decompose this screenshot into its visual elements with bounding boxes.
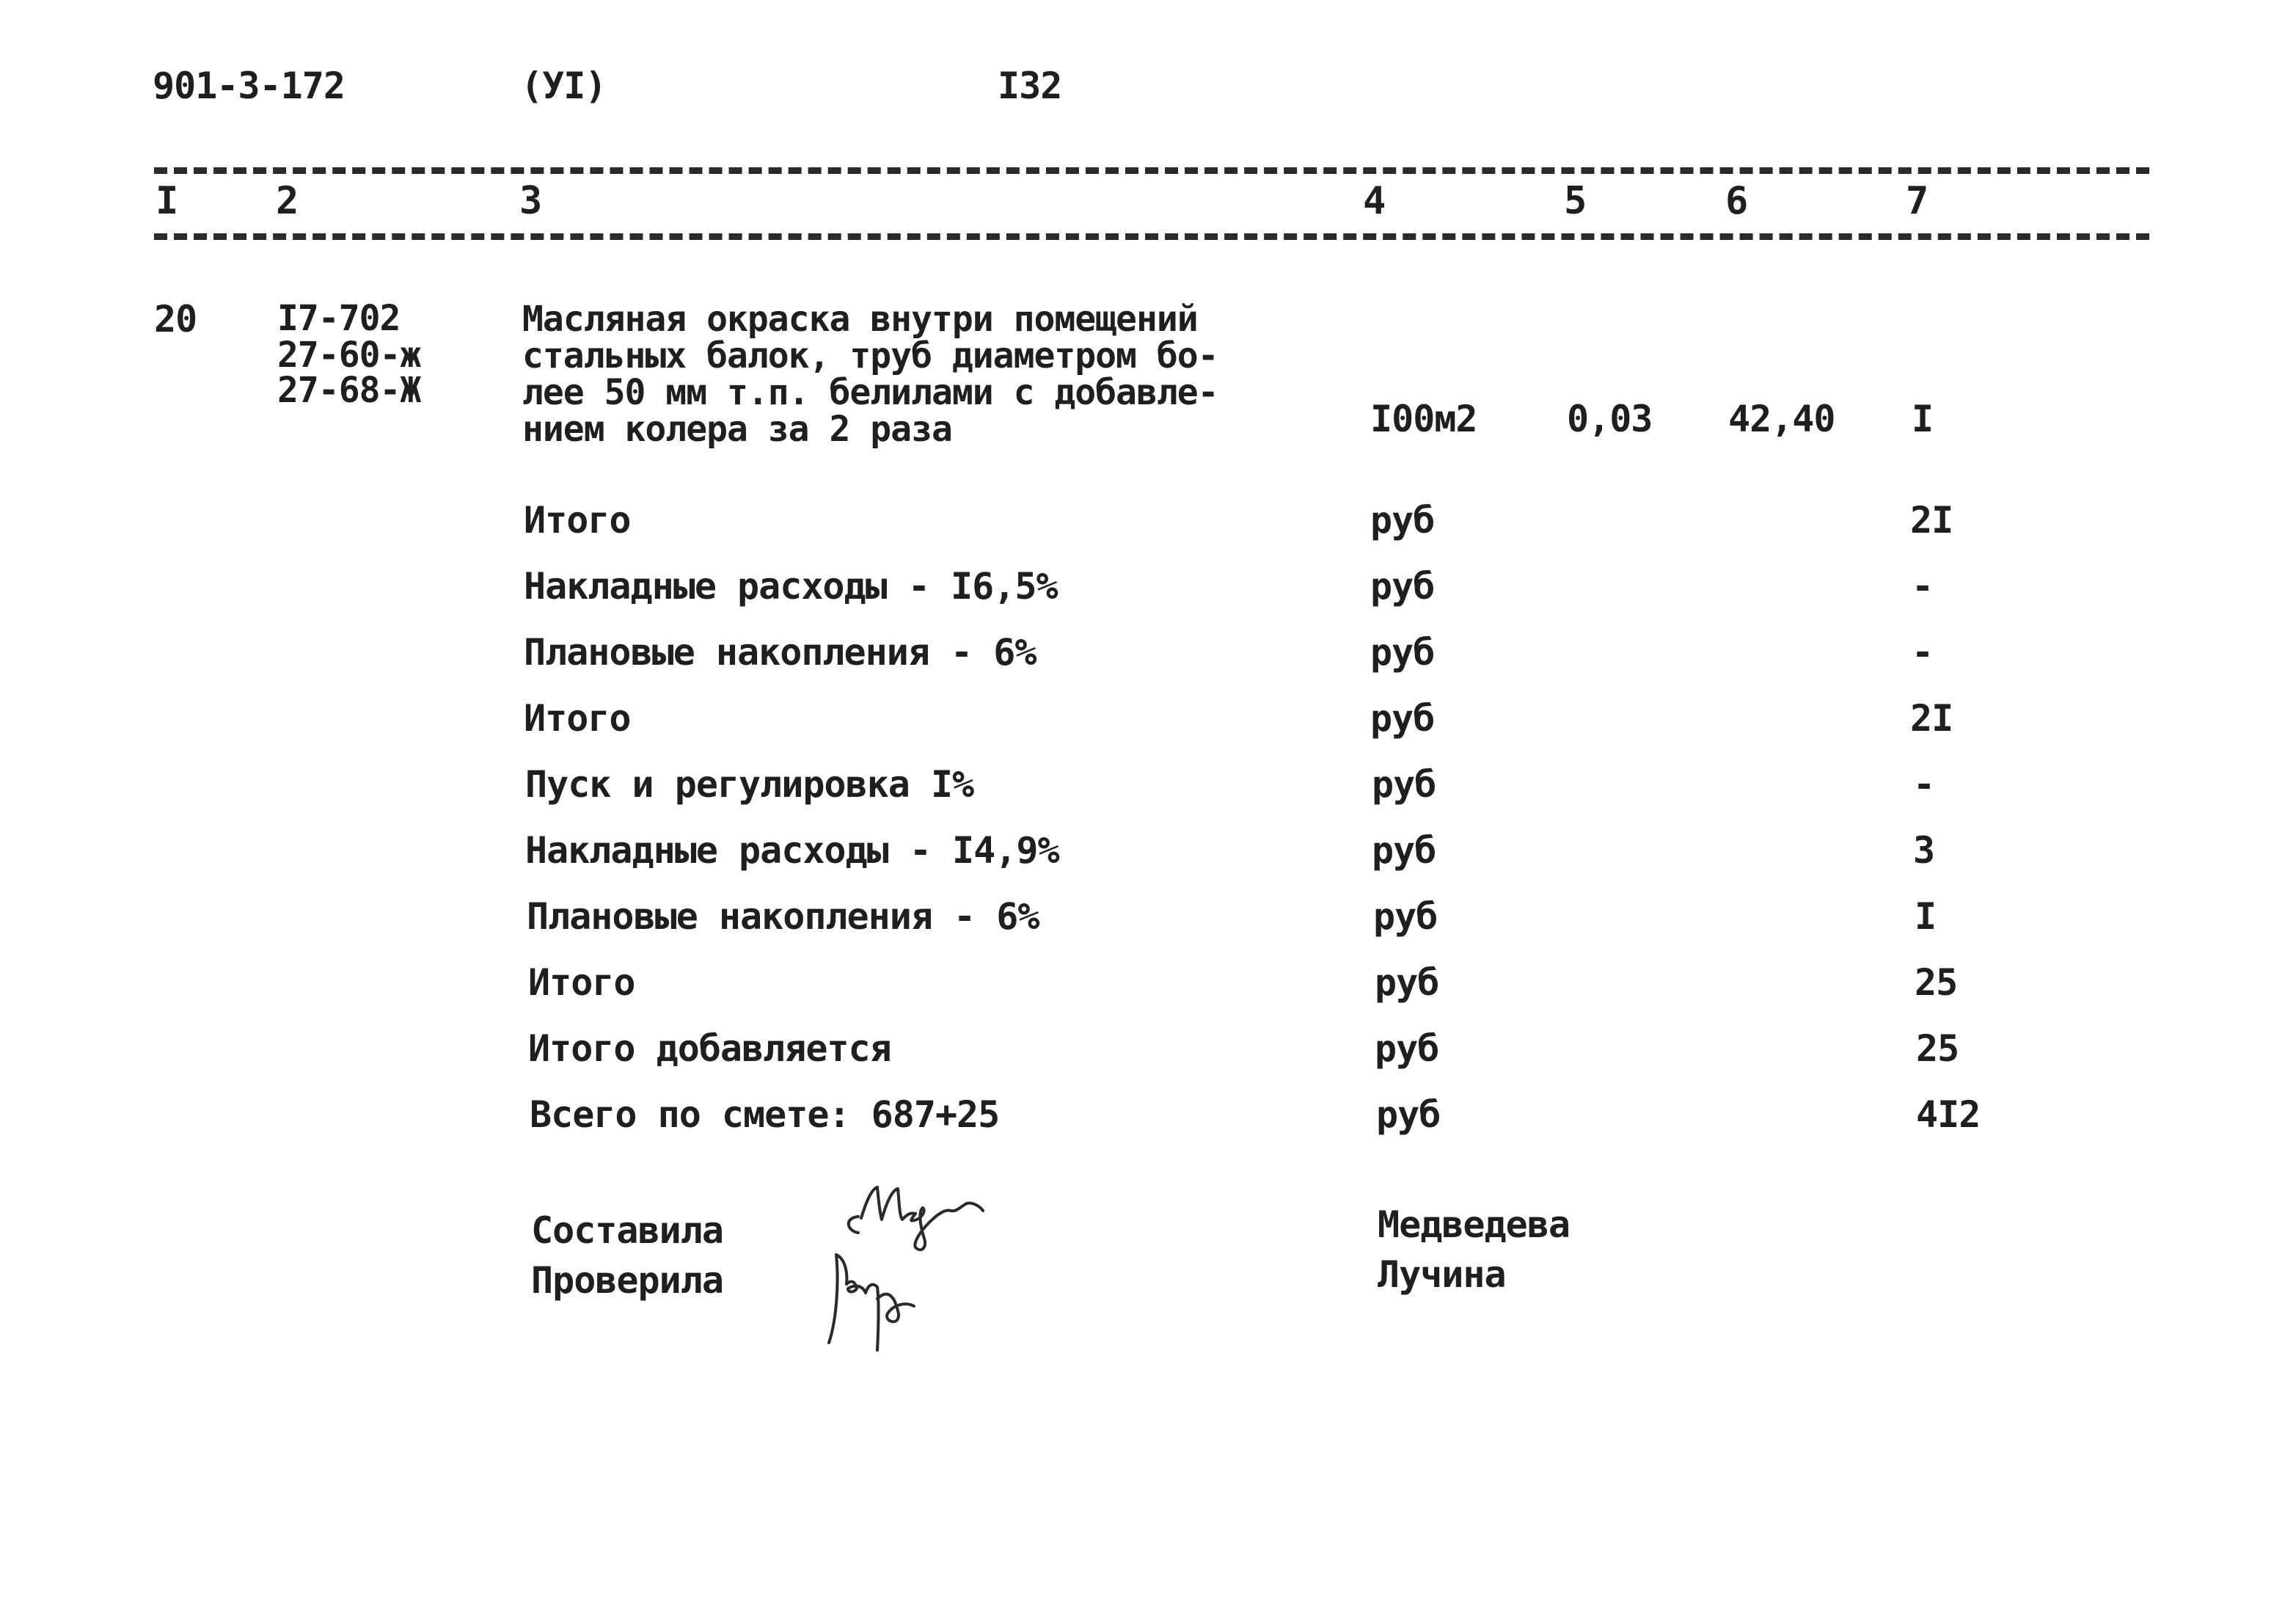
summary-label: Накладные расходы - I6,5% <box>524 565 1058 608</box>
summary-value: - <box>1912 631 1934 674</box>
section-number: (УI) <box>521 65 607 107</box>
summary-value: 3 <box>1913 829 1935 872</box>
column-number-2: 2 <box>276 179 299 223</box>
summary-unit: руб <box>1375 1027 1439 1070</box>
item-code: 27-68-Ж <box>277 370 421 411</box>
header-rule-bottom <box>154 233 2149 240</box>
summary-label: Итого <box>524 499 631 542</box>
item-number: 20 <box>154 298 197 340</box>
summary-value: - <box>1912 565 1934 608</box>
summary-unit: руб <box>1376 1093 1441 1136</box>
summary-unit: руб <box>1370 697 1435 740</box>
summary-unit: руб <box>1370 631 1435 674</box>
column-number-3: 3 <box>519 179 542 223</box>
column-number-4: 4 <box>1363 179 1386 223</box>
document-code: 901-3-172 <box>153 65 345 107</box>
summary-value: 4I2 <box>1916 1093 1981 1136</box>
header-rule-top <box>154 167 2149 174</box>
summary-value: - <box>1913 763 1935 806</box>
item-code: I7-702 <box>277 298 401 339</box>
summary-value: I <box>1915 895 1937 938</box>
checked-by-label: Проверила <box>531 1259 723 1302</box>
column-number-1: I <box>156 179 178 223</box>
checked-signature-image <box>814 1240 961 1365</box>
item-unit: I00м2 <box>1370 398 1477 440</box>
column-number-7: 7 <box>1906 179 1928 223</box>
page-number: I32 <box>998 65 1062 107</box>
summary-label: Итого добавляется <box>528 1027 891 1070</box>
summary-value: 2I <box>1910 499 1953 542</box>
checked-by-name: Лучина <box>1378 1253 1506 1296</box>
summary-unit: руб <box>1372 763 1436 806</box>
column-number-6: 6 <box>1725 179 1748 223</box>
summary-value: 25 <box>1915 961 1958 1004</box>
item-total: I <box>1912 398 1934 440</box>
summary-label: Итого <box>524 697 631 740</box>
summary-label: Плановые накопления - 6% <box>527 895 1039 938</box>
summary-label: Всего по смете: 687+25 <box>530 1093 1000 1136</box>
item-code: 27-60-ж <box>277 335 421 376</box>
summary-unit: руб <box>1370 565 1435 608</box>
compiled-by-name: Медведева <box>1378 1203 1570 1246</box>
summary-unit: руб <box>1370 499 1435 542</box>
summary-unit: руб <box>1375 961 1439 1004</box>
summary-value: 2I <box>1910 697 1953 740</box>
item-quantity: 0,03 <box>1567 398 1653 440</box>
summary-label: Накладные расходы - I4,9% <box>525 829 1059 872</box>
item-description: Масляная окраска внутри помещений стальных балок, труб диаметром бо- лее 50 мм т.п. белилами с добавле- нием колера за 2 раза <box>522 299 1218 450</box>
summary-unit: руб <box>1372 829 1436 872</box>
compiled-by-label: Составила <box>531 1209 723 1252</box>
summary-label: Пуск и регулировка I% <box>525 763 974 806</box>
summary-label: Итого <box>528 961 635 1004</box>
summary-unit: руб <box>1373 895 1438 938</box>
summary-value: 25 <box>1916 1027 1959 1070</box>
summary-label: Плановые накопления - 6% <box>524 631 1037 674</box>
item-price: 42,40 <box>1728 398 1835 440</box>
column-number-5: 5 <box>1564 179 1587 223</box>
